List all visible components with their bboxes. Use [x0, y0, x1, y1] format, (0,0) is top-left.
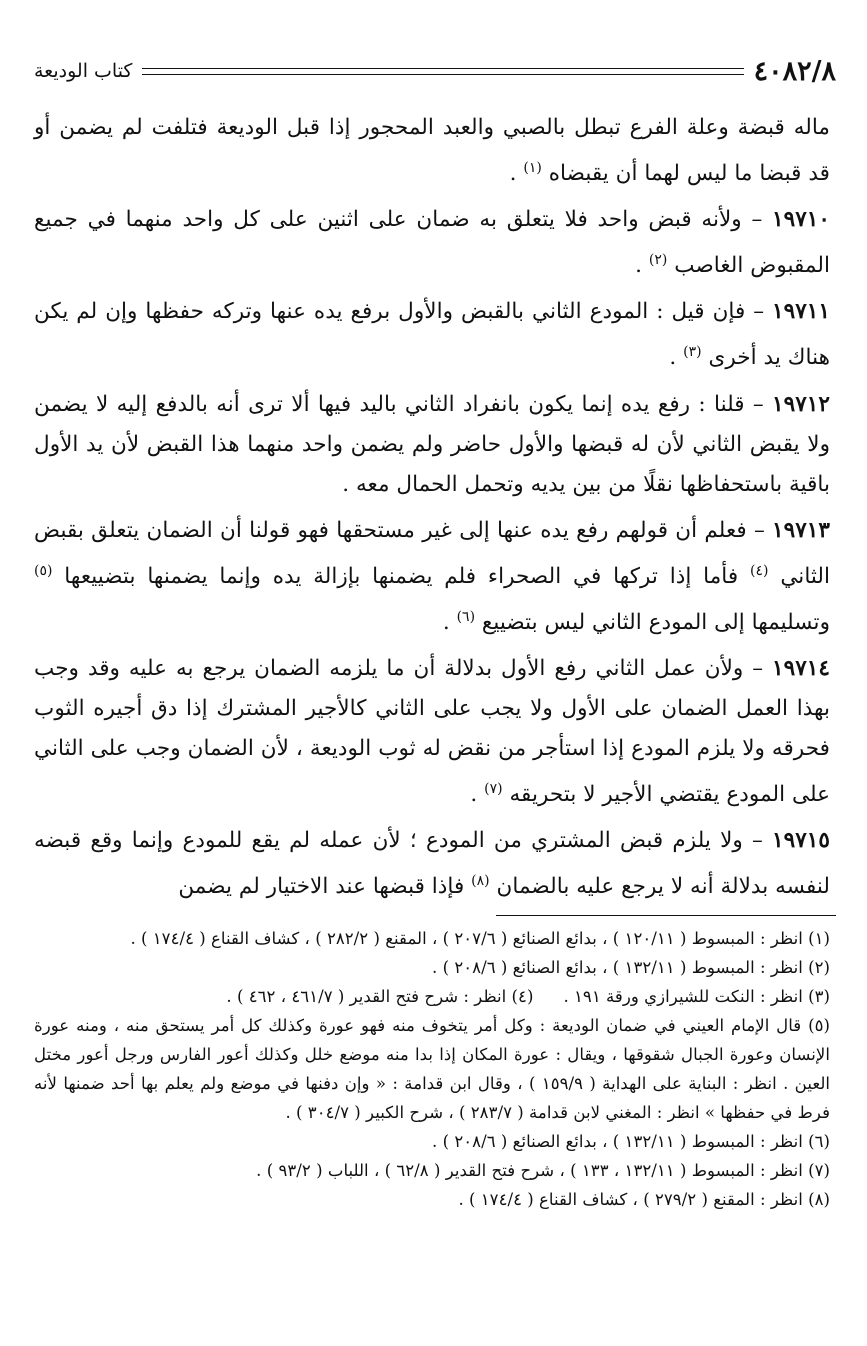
paragraph-number: ١٩٧١٣ [772, 517, 830, 543]
paragraph-number: ١٩٧١٤ [772, 655, 830, 681]
document-page [34, 48, 836, 1214]
paragraph [34, 292, 836, 378]
footnote-ref: (٢) [648, 252, 668, 269]
paragraph-text: – ولأن عمل الثاني رفع الأول بدلالة أن ما يلزمه الضمان يرجع به عليه وقد وجب بهذا العمل الضمان على الأول ولا يجب على الثاني كالأجير المشترك إذا دق أجيره الثوب فحرقه ولا يلزم المودع إذا استأجر من نقض له ثوب الوديعة ، لأن الضمان وجب على الثاني على المودع يقتضي الأجير لا بتحريقه [34, 655, 830, 808]
footnote: (٣) انظر : النكت للشيرازي ورقة ١٩١ . [563, 987, 830, 1007]
paragraph-text: – فإن قيل : المودع الثاني بالقبض والأول برفع يده عنها وتركه حفظها وإن لم يكن هناك يد أخرى [34, 299, 830, 371]
paragraph-tail: . [470, 782, 485, 808]
footnote: (٢) انظر : المبسوط ( ١٣٢/١١ ) ، بدائع الصنائع ( ٢٠٨/٦ ) . [432, 958, 830, 978]
footnote: (٨) انظر : المقنع ( ٢٧٩/٢ ) ، كشاف القناع ( ١٧٤/٤ ) . [458, 1190, 830, 1210]
paragraph-text: – فعلم أن قولهم رفع يده عنها إلى غير مستحقها فهو قولنا أن الضمان يتعلق بقبض الثاني [34, 517, 830, 589]
paragraph-tail: . [635, 253, 649, 279]
footnote-ref: (٣) [683, 344, 702, 361]
paragraph-text: وتسليمها إلى المودع الثاني ليس بتضييع [475, 609, 830, 635]
footnote-ref: (٧) [484, 780, 503, 797]
footnote-ref: (١) [523, 160, 542, 176]
paragraph-tail: . [509, 161, 524, 187]
footnote-row [34, 982, 836, 1011]
paragraph-tail: . [442, 609, 457, 635]
main-text [34, 108, 836, 907]
page-number: ٤٠٨٢/٨ [753, 55, 836, 87]
paragraph-tail: . [342, 471, 356, 497]
footnote-separator [496, 915, 836, 916]
footnote-ref: (٦) [456, 608, 476, 625]
footnote: (١) انظر : المبسوط ( ١٢٠/١١ ) ، بدائع الصنائع ( ٢٠٧/٦ ) ، المقنع ( ٢٨٢/٢ ) ، كشاف القناع ( ١٧٤/٤ ) . [130, 929, 830, 949]
footnote: (٥) قال الإمام العيني في ضمان الوديعة : وكل أمر يتخوف منه فهو عورة وكذلك كل أمر يستحق منه ، ومنه عورة الإنسان وعورة الجبال شقوقها ، ويقال : عورة المكان إذا بدا منه موضع خلل وكذلك أعور الفارس ورجل أعور مختل العين . انظر : البناية على الهداية ( ١٥٩/٩ ) ، وقال ابن قدامة : « وإن دفنها في موضع ولم يعلم بها أحد ضمنها لأنه فرط في حفظها » انظر : المغني لابن قدامة ( ٢٨٣/٧ ) ، شرح الكبير ( ٣٠٤/٧ ) . [34, 1016, 830, 1123]
paragraph-text: – قلنا : رفع يده إنما يكون بانفراد الثاني باليد فيها ألا ترى أنه بالدفع إليه لا يضمن ولا يقبض الثاني لأن له قبضها والأول حاضر ولم يضمن واحد منهما هذا القبض لأن يد الأول باقية باستحفاظها نقلًا من بين يديه وتحمل الحمال معه [34, 391, 830, 497]
footnotes [34, 924, 836, 1214]
paragraph [34, 511, 836, 643]
page-header [34, 48, 836, 94]
book-title: كتاب الوديعة [34, 60, 133, 82]
paragraph-text: ماله قبضة وعلة الفرع تبطل بالصبي والعبد المحجور إذا قبل الوديعة فتلفت لم يضمن أو قد قبضا ما ليس لهما أن يقبضاه [34, 115, 830, 187]
paragraph-number: ١٩٧١٢ [772, 391, 830, 417]
footnote: (٦) انظر : المبسوط ( ١٣٢/١١ ) ، بدائع الصنائع ( ٢٠٨/٦ ) . [432, 1132, 830, 1152]
paragraph [34, 200, 836, 286]
paragraph-number: ١٩٧١١ [772, 299, 830, 325]
paragraph-number: ١٩٧١٠ [772, 207, 830, 233]
paragraph-text: – ولا يلزم قبض المشتري من المودع ؛ لأن عمله لم يقع للمودع وإنما وقع قبضه لنفسه بدلالة أنه لا يرجع عليه بالضمان [34, 828, 830, 900]
paragraph [34, 108, 836, 194]
paragraph-tail: . [669, 345, 684, 371]
paragraph [34, 821, 836, 907]
paragraph [34, 649, 836, 815]
footnote-ref: (٨) [471, 873, 490, 890]
footnote-ref: (٤) [750, 562, 769, 579]
paragraph-number: ١٩٧١٥ [772, 828, 830, 854]
paragraph-text: فأما إذا تركها في الصحراء فلم يضمنها بإزالة يده وإنما يضمنها بتضييعها [52, 563, 751, 589]
paragraph-tail: فإذا قبضها عند الاختيار لم يضمن [178, 874, 472, 900]
header-rule [142, 68, 743, 75]
paragraph-text: – ولأنه قبض واحد فلا يتعلق به ضمان على اثنين على كل واحد منهما في جميع المقبوض الغاصب [34, 207, 830, 279]
footnote: (٤) انظر : شرح فتح القدير ( ٤٦١/٧ ، ٤٦٢ ) . [226, 987, 534, 1007]
footnote-ref: (٥) [34, 562, 53, 579]
footnote: (٧) انظر : المبسوط ( ١٣٢/١١ ، ١٣٣ ) ، شرح فتح القدير ( ٦٢/٨ ) ، اللباب ( ٩٣/٢ ) . [256, 1161, 830, 1181]
paragraph [34, 385, 836, 505]
